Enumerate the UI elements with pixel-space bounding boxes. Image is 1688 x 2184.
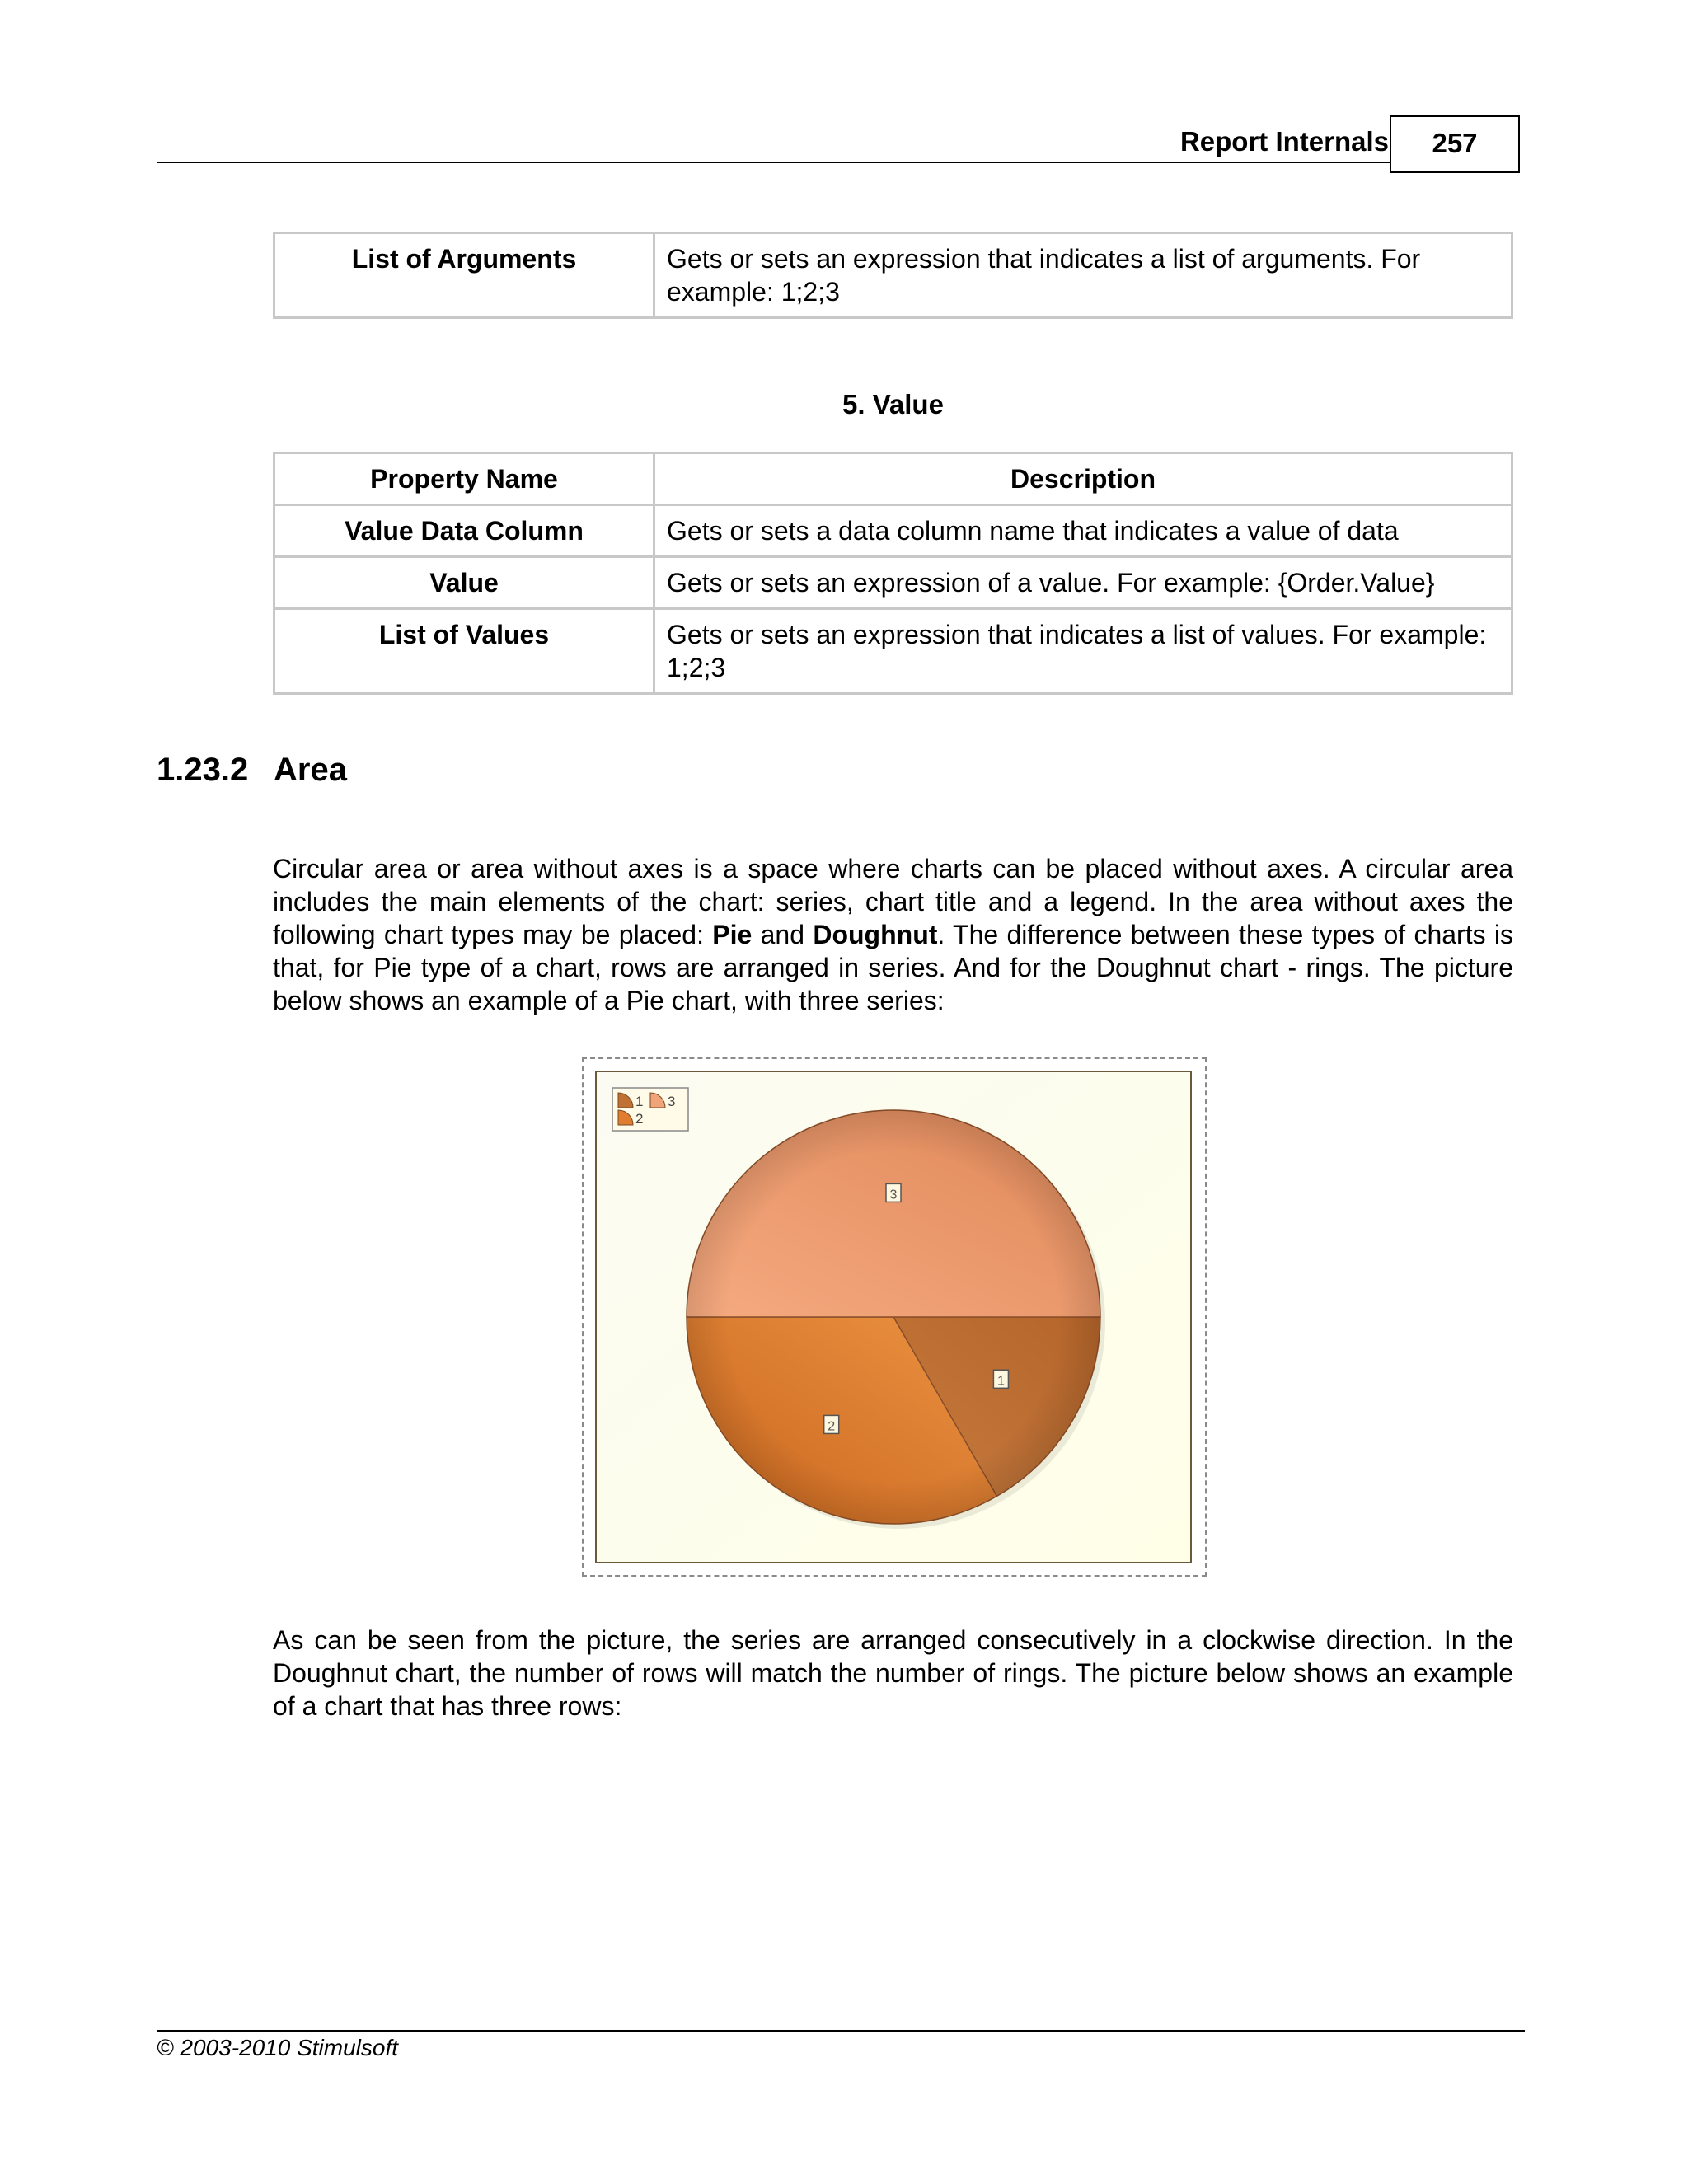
section-number: 1.23.2 <box>157 752 249 788</box>
footer-copyright: © 2003-2010 Stimulsoft <box>157 2035 399 2060</box>
data-label-2 <box>824 1415 839 1433</box>
table-row <box>274 557 1512 609</box>
header-rule <box>157 162 1390 163</box>
pie-chart-figure <box>582 1057 1207 1577</box>
section-heading <box>157 750 347 790</box>
data-label-3 <box>886 1183 901 1202</box>
table-header-row <box>274 453 1512 505</box>
body-paragraph <box>273 852 1513 1017</box>
pie-slices <box>687 1110 1105 1529</box>
property-name-cell: List of Arguments <box>274 233 654 318</box>
legend-label: 2 <box>635 1111 644 1127</box>
column-header-description: Description <box>654 453 1512 505</box>
property-name-cell: Value Data Column <box>274 505 654 557</box>
pie-chart <box>584 1059 1205 1575</box>
legend-label: 3 <box>668 1094 676 1109</box>
data-label-1 <box>993 1370 1008 1388</box>
running-header-title: Report Internals <box>1179 126 1389 157</box>
chart-legend <box>612 1088 688 1131</box>
legend-label: 1 <box>635 1094 644 1109</box>
bold-term-pie: Pie <box>712 920 753 949</box>
bold-term-doughnut: Doughnut <box>813 920 938 949</box>
value-properties-table <box>273 452 1513 695</box>
property-description-cell: Gets or sets a data column name that indicates a value of data <box>654 505 1512 557</box>
svg-text:3: 3 <box>889 1188 898 1202</box>
svg-text:2: 2 <box>828 1419 836 1434</box>
property-description-cell: Gets or sets an expression that indicates a list of arguments. For example: 1;2;3 <box>654 233 1512 318</box>
table-caption: 5. Value <box>842 389 944 419</box>
paragraph-text: Circular area or area without axes is a space where charts can be placed without axes. A circular area includes the main elements of the chart: series, chart title and a legend. In the area without axes the following chart types may be placed: <box>273 854 1513 949</box>
column-header-property-name: Property Name <box>274 453 654 505</box>
property-description-cell: Gets or sets an expression of a value. For example: {Order.Value} <box>654 557 1512 609</box>
table-row <box>274 233 1512 318</box>
section-title: Area <box>274 752 347 788</box>
property-name-cell: Value <box>274 557 654 609</box>
arguments-table <box>273 232 1513 319</box>
paragraph-text: . The difference between these types of charts is that, for Pie type of a chart, rows are arranged in series. And for the Doughnut chart - rings. The picture below shows an example of a Pie chart, with three series: <box>273 920 1514 1015</box>
table-row <box>274 609 1512 694</box>
property-name-cell: List of Values <box>274 609 654 694</box>
footer-rule <box>157 2030 1525 2032</box>
body-paragraph: As can be seen from the picture, the series are arranged consecutively in a clockwise direction. In the Doughnut chart, the number of rows will match the number of rings. The picture below shows an example of a chart that has three rows: <box>273 1625 1513 1721</box>
table-row <box>274 505 1512 557</box>
svg-text:1: 1 <box>996 1374 1005 1389</box>
page-number: 257 <box>1390 115 1520 173</box>
pie-rim-shade <box>687 1110 1100 1524</box>
paragraph-text: and <box>752 920 814 949</box>
property-description-cell: Gets or sets an expression that indicates a list of values. For example: 1;2;3 <box>654 609 1512 694</box>
